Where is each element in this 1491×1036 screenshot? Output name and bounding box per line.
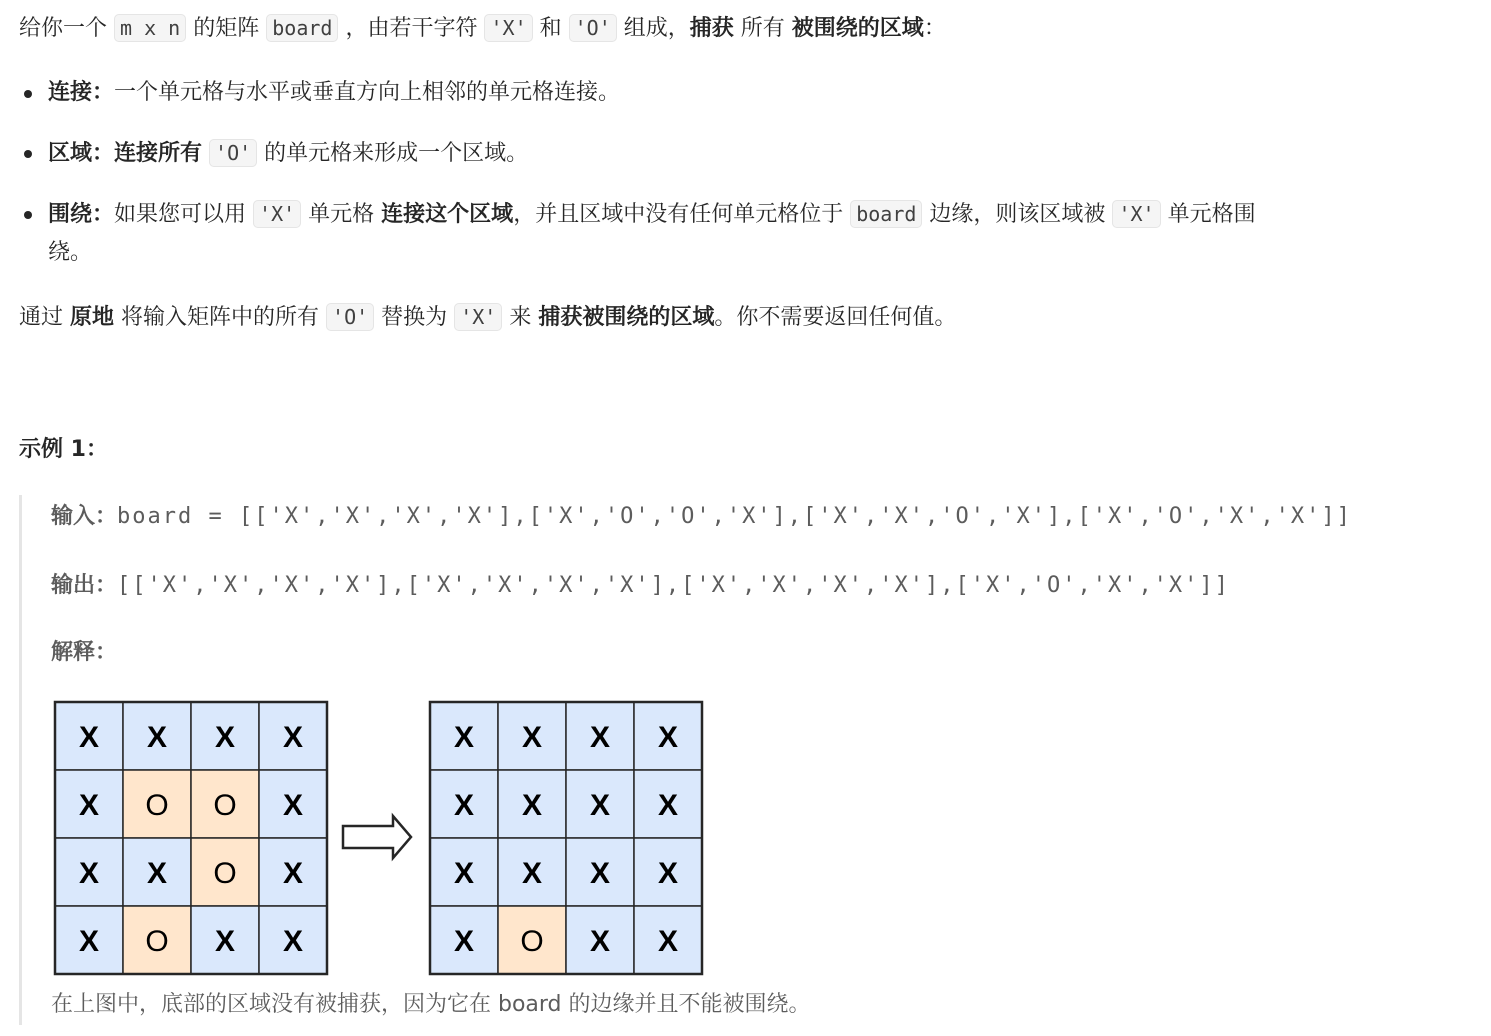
before-grid-cell-label: X [214, 925, 236, 958]
instruction-text: 替换为 [381, 305, 448, 330]
rule-bold: 连接所有 [114, 141, 203, 166]
after-grid-cell-label: X [657, 789, 679, 822]
before-grid-cell-label: X [78, 721, 100, 754]
instruction-paragraph [19, 301, 956, 334]
rule-text: 单元格围 [1167, 202, 1256, 227]
before-grid-cell-label: X [214, 721, 236, 754]
rule-term: 连接： [48, 80, 115, 105]
before-grid-cell-label: X [146, 721, 168, 754]
before-grid-cell-label: O [213, 789, 237, 822]
example-block [19, 495, 1482, 1025]
rules-list [19, 74, 1419, 294]
intro-text: 和 [539, 16, 562, 41]
rule-bold: 连接这个区域 [381, 202, 514, 227]
rule-term: 围绕： [48, 202, 115, 227]
after-grid-cell-label: X [521, 721, 543, 754]
code-x: 'X' [484, 14, 532, 42]
rule-text: 一个单元格与水平或垂直方向上相邻的单元格连接。 [114, 80, 621, 105]
instruction-text: 将输入矩阵中的所有 [121, 305, 320, 330]
after-grid-cell-label: X [589, 721, 611, 754]
bold-region: 被围绕的区域 [791, 16, 924, 41]
example-title: 示例 1： [19, 437, 108, 462]
code-o: 'O' [569, 14, 617, 42]
before-grid-cell-label: X [282, 789, 304, 822]
intro-text: 给你一个 [19, 16, 108, 41]
code-o: 'O' [209, 139, 257, 167]
code-board: board [850, 200, 922, 228]
example-caption: 在上图中，底部的区域没有被捕获，因为它在 board 的边缘并且不能被围绕。 [51, 992, 811, 1017]
after-grid-cell-label: X [453, 789, 475, 822]
intro-text: 组成， [623, 16, 690, 41]
after-grid-cell-label: X [589, 789, 611, 822]
before-grid-cell-label: X [146, 857, 168, 890]
rule-text: 绕。 [48, 240, 93, 265]
before-grid-cell-label: X [78, 857, 100, 890]
before-grid-cell-label: X [78, 789, 100, 822]
bold-capture: 捕获 [689, 16, 734, 41]
code-mxn: m x n [114, 14, 186, 42]
right-arrow-icon [343, 816, 411, 858]
rule-text: ，并且区域中没有任何单元格位于 [513, 202, 844, 227]
example-explain [51, 637, 117, 669]
input-label: 输入： [51, 504, 118, 529]
after-grid-cell-label: X [453, 857, 475, 890]
after-grid [430, 702, 702, 974]
example-output [51, 570, 1230, 602]
after-grid-cell-label: X [589, 925, 611, 958]
input-value: board = [['X','X','X','X'],['X','O','O','X'],['X','X','O','X'],['X','O','X','X']] [117, 504, 1352, 529]
after-grid-cell-label: O [520, 925, 544, 958]
list-item [19, 74, 1419, 112]
intro-text: 的矩阵 [193, 16, 260, 41]
list-item [19, 195, 1419, 272]
rule-term: 区域： [48, 141, 115, 166]
before-grid-cell-label: O [145, 789, 169, 822]
list-item [19, 134, 1419, 173]
code-x: 'X' [1112, 200, 1160, 228]
after-grid-cell-label: X [521, 789, 543, 822]
before-grid-cell-label: X [282, 925, 304, 958]
example-input [51, 501, 1352, 533]
before-grid-cell-label: X [282, 721, 304, 754]
instruction-text: 来 [509, 305, 532, 330]
after-grid-cell-label: X [453, 925, 475, 958]
code-x: 'X' [454, 303, 502, 331]
intro-text: ，由若干字符 [345, 16, 478, 41]
bold-inplace: 原地 [70, 305, 115, 330]
after-grid-cell-label: X [453, 721, 475, 754]
after-grid-cell-label: X [657, 857, 679, 890]
intro-paragraph [19, 12, 946, 45]
code-x: 'X' [253, 200, 301, 228]
rule-text: 的单元格来形成一个区域。 [264, 141, 529, 166]
rule-text: 边缘，则该区域被 [929, 202, 1106, 227]
explain-label: 解释： [51, 640, 118, 665]
code-o: 'O' [326, 303, 374, 331]
after-grid-cell-label: X [657, 925, 679, 958]
intro-text: ： [923, 16, 946, 41]
code-board: board [266, 14, 338, 42]
after-grid-cell-label: X [521, 857, 543, 890]
output-value: [['X','X','X','X'],['X','X','X','X'],['X','X','X','X'],['X','O','X','X']] [117, 573, 1230, 598]
after-grid-cell-label: X [657, 721, 679, 754]
before-grid-cell-label: X [282, 857, 304, 890]
before-grid-cell-label: O [213, 857, 237, 890]
before-grid [55, 702, 327, 974]
before-grid-cell-label: O [145, 925, 169, 958]
before-grid-cell-label: X [78, 925, 100, 958]
grid-illustration [51, 700, 731, 980]
rule-text: 如果您可以用 [114, 202, 247, 227]
intro-text: 所有 [740, 16, 785, 41]
instruction-text: 通过 [19, 305, 64, 330]
instruction-text: 。你不需要返回任何值。 [714, 305, 957, 330]
after-grid-cell-label: X [589, 857, 611, 890]
output-label: 输出： [51, 573, 118, 598]
rule-text: 单元格 [308, 202, 375, 227]
bold-capture-region: 捕获被围绕的区域 [538, 305, 715, 330]
